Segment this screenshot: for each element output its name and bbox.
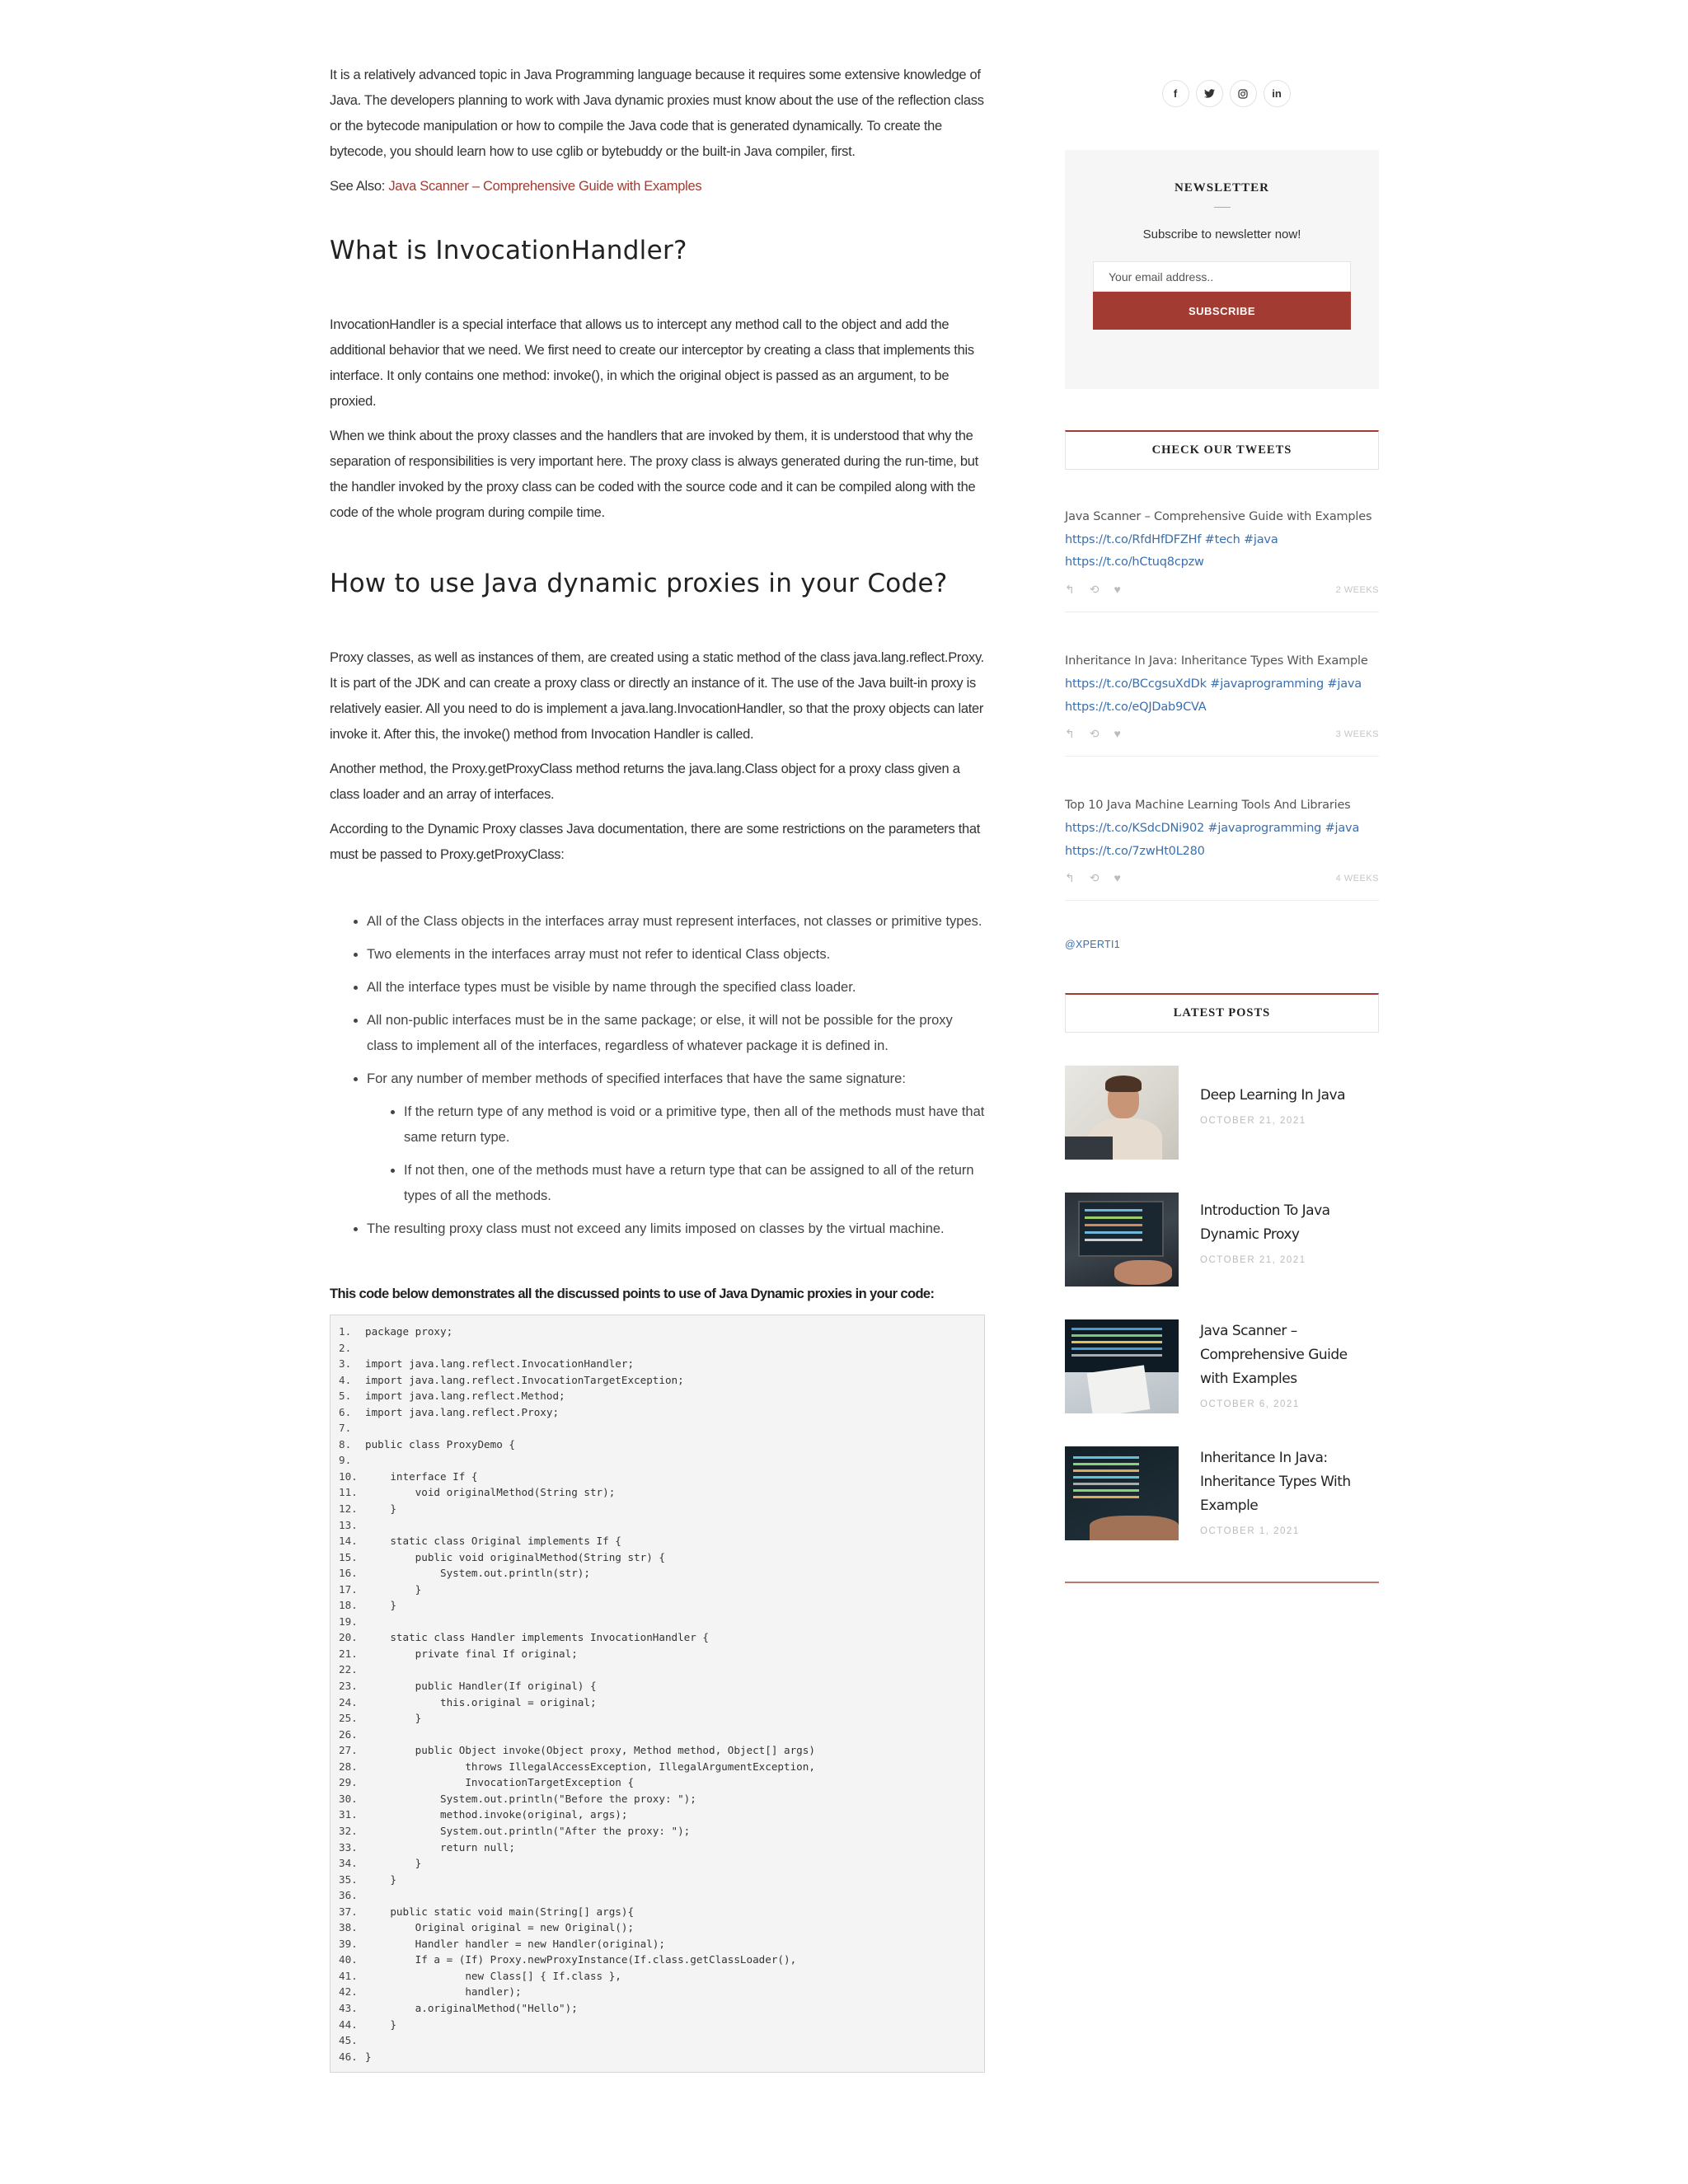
twitter-handle-link[interactable]: @XPERTI1	[1065, 939, 1120, 951]
tweet-text	[1065, 506, 1379, 574]
paragraph: InvocationHandler is a special interface that allows us to intercept any method call to the object and add the additional behavior that we need. We first need to create our interceptor by creating a class that implements this interface. It only contains one method: invoke(), in which the original object is passed as an argument, to be proxied.	[330, 317, 974, 409]
line-number: 40.	[339, 1953, 358, 1966]
tweet-links[interactable]: https://t.co/BCcgsuXdDk #javaprogramming #java https://t.co/eQJDab9CVA	[1065, 677, 1362, 714]
line-number: 37.	[339, 1905, 358, 1918]
list-item: • All non-public interfaces must be in the same package; or else, it will not be possible for the proxy class to implement all of the interfaces, regardless of whatever package it is defined in.	[367, 1008, 987, 1059]
post-title[interactable]: Java Scanner – Comprehensive Guide with Examples	[1200, 1323, 1348, 1388]
tweet-text	[1065, 794, 1379, 863]
list-item: • Two elements in the interfaces array must not refer to identical Class objects.	[367, 942, 987, 968]
code-text: }	[365, 2018, 396, 2031]
heading-invocation-handler: What is InvocationHandler?	[330, 236, 687, 265]
code-line	[339, 1582, 984, 1598]
latest-post-item[interactable]	[1065, 1193, 1379, 1286]
code-text: }	[365, 2050, 372, 2063]
post-thumbnail[interactable]	[1065, 1193, 1179, 1286]
code-text: method.invoke(original, args);	[365, 1808, 628, 1821]
line-number: 15.	[339, 1550, 358, 1563]
code-text: Original original = new Original();	[365, 1921, 635, 1934]
code-line	[339, 1565, 984, 1582]
line-number: 8.	[339, 1437, 352, 1451]
line-number: 1.	[339, 1325, 352, 1338]
code-text: static class Handler implements InvocationHandler {	[365, 1631, 710, 1644]
code-line	[339, 1759, 984, 1775]
line-number: 17.	[339, 1582, 358, 1596]
code-line	[339, 1501, 984, 1517]
tweet-body: Java Scanner – Comprehensive Guide with Examples	[1065, 510, 1372, 523]
intro-paragraph: It is a relatively advanced topic in Java Programming language because it requires some extensive knowledge of Java. The developers planning to work with Java dynamic proxies must know about the use of the reflection class or the bytecode manipulation or how to compile the Java code that is generated dynamically. To create the bytecode, you should learn how to use cglib or bytebuddy or the built-in Java compiler, first.	[330, 68, 984, 159]
retweet-icon[interactable]: ⟲	[1089, 727, 1100, 741]
line-number: 18.	[339, 1599, 358, 1612]
line-number: 22.	[339, 1663, 358, 1676]
code-line	[339, 2000, 984, 2017]
latest-post-item[interactable]	[1065, 1319, 1379, 1413]
code-text: interface If {	[365, 1469, 478, 1483]
see-also	[330, 174, 987, 199]
post-info	[1200, 1193, 1357, 1286]
code-text: }	[365, 1502, 396, 1516]
twitter-icon[interactable]	[1196, 80, 1223, 107]
line-number: 43.	[339, 2001, 358, 2014]
line-number: 19.	[339, 1615, 358, 1628]
code-text: }	[365, 1582, 422, 1596]
code-text: System.out.println(str);	[365, 1567, 590, 1580]
code-text: System.out.println("After the proxy: ");	[365, 1824, 691, 1837]
code-text: public Handler(If original) {	[365, 1680, 597, 1693]
code-line	[339, 1984, 984, 2000]
code-text: this.original = original;	[365, 1695, 597, 1708]
line-number: 36.	[339, 1889, 358, 1902]
code-line	[339, 1694, 984, 1711]
code-text: handler);	[365, 1985, 522, 1999]
post-thumbnail[interactable]	[1065, 1446, 1179, 1540]
heart-icon[interactable]: ♥	[1114, 583, 1121, 597]
code-line	[339, 1904, 984, 1920]
line-number: 2.	[339, 1341, 352, 1354]
reply-icon[interactable]: ↰	[1065, 583, 1075, 597]
sub-list-item: • If not then, one of the methods must have a return type that can be assigned to all of the return types of all the methods.	[404, 1158, 987, 1209]
code-line	[339, 1807, 984, 1823]
code-line	[339, 1324, 984, 1340]
sub-list	[367, 1099, 987, 1209]
code-text: }	[365, 1712, 422, 1725]
retweet-icon[interactable]: ⟲	[1089, 583, 1100, 597]
code-text: package proxy;	[365, 1325, 453, 1338]
line-number: 35.	[339, 1872, 358, 1886]
code-line	[339, 1436, 984, 1453]
reply-icon[interactable]: ↰	[1065, 727, 1075, 741]
sidebar-divider	[1065, 1582, 1379, 1583]
code-line	[339, 2017, 984, 2033]
code-line	[339, 1549, 984, 1566]
code-text: new Class[] { If.class },	[365, 1969, 621, 1982]
line-number: 26.	[339, 1727, 358, 1741]
divider	[1214, 207, 1231, 208]
post-title[interactable]: Introduction To Java Dynamic Proxy	[1200, 1202, 1330, 1244]
line-number: 24.	[339, 1695, 358, 1708]
sub-list-item: • If the return type of any method is void or a primitive type, then all of the methods must have that same return type.	[404, 1099, 987, 1151]
list-item: • All the interface types must be visible by name through the specified class loader.	[367, 975, 987, 1001]
list-item: • The resulting proxy class must not exceed any limits imposed on classes by the virtual machine.	[367, 1216, 987, 1242]
post-title[interactable]: Deep Learning In Java	[1200, 1087, 1346, 1104]
code-text: private final If original;	[365, 1647, 578, 1660]
see-also-link[interactable]: Java Scanner – Comprehensive Guide with Examples	[388, 179, 702, 194]
tweet-date: 2 WEEKS	[1335, 584, 1379, 595]
post-info	[1200, 1066, 1345, 1160]
code-line	[339, 1388, 984, 1404]
post-date: OCTOBER 6, 2021	[1200, 1399, 1300, 1410]
newsletter-title: NEWSLETTER	[1174, 181, 1270, 194]
code-line	[339, 1517, 984, 1534]
line-number: 5.	[339, 1390, 352, 1403]
code-text: import java.lang.reflect.InvocationHandler;	[365, 1357, 635, 1371]
tweets-widget-title: CHECK OUR TWEETS	[1065, 430, 1379, 470]
tweet-meta	[1065, 727, 1379, 741]
code-line	[339, 1533, 984, 1549]
post-title[interactable]: Inheritance In Java: Inheritance Types With Example	[1200, 1450, 1351, 1515]
latest-posts-title: LATEST POSTS	[1065, 993, 1379, 1033]
line-number: 20.	[339, 1631, 358, 1644]
reply-icon[interactable]: ↰	[1065, 871, 1075, 885]
code-line	[339, 1952, 984, 1968]
post-info	[1200, 1446, 1369, 1540]
line-number: 34.	[339, 1857, 358, 1870]
paragraph: Another method, the Proxy.getProxyClass method returns the java.lang.Class object for a proxy class given a class loader and an array of interfaces.	[330, 762, 960, 802]
code-line	[339, 1614, 984, 1630]
code-text: import java.lang.reflect.Method;	[365, 1390, 565, 1403]
code-text: public Object invoke(Object proxy, Method method, Object[] args)	[365, 1744, 815, 1757]
tweet-item	[1065, 794, 1379, 901]
heart-icon[interactable]: ♥	[1114, 871, 1121, 885]
line-number: 30.	[339, 1792, 358, 1805]
line-number: 42.	[339, 1985, 358, 1999]
code-text: return null;	[365, 1840, 515, 1854]
code-text: public class ProxyDemo {	[365, 1437, 515, 1451]
tweet-body: Inheritance In Java: Inheritance Types With Example	[1065, 654, 1368, 668]
code-line	[339, 1404, 984, 1421]
subscribe-button[interactable]: SUBSCRIBE	[1093, 292, 1351, 330]
code-text: InvocationTargetException {	[365, 1776, 635, 1789]
code-text: public static void main(String[] args){	[365, 1905, 635, 1918]
article-content	[330, 63, 987, 2073]
line-number: 4.	[339, 1373, 352, 1386]
line-number: 9.	[339, 1454, 352, 1467]
line-number: 27.	[339, 1744, 358, 1757]
code-line	[339, 1469, 984, 1485]
line-number: 39.	[339, 1937, 358, 1950]
instagram-camera-shape	[1238, 89, 1248, 99]
line-number: 6.	[339, 1405, 352, 1418]
code-line	[339, 2032, 984, 2049]
paragraph: According to the Dynamic Proxy classes Java documentation, there are some restrictions on the parameters that must be passed to Proxy.getProxyClass:	[330, 822, 981, 862]
list-item	[367, 1066, 987, 1209]
code-line	[339, 1887, 984, 1904]
code-text: static class Original implements If {	[365, 1535, 621, 1548]
code-line	[339, 1678, 984, 1694]
email-input[interactable]: Your email address..	[1093, 261, 1351, 292]
line-number: 29.	[339, 1776, 358, 1789]
post-date: OCTOBER 1, 2021	[1200, 1526, 1300, 1537]
code-line	[339, 1840, 984, 1856]
code-line	[339, 1420, 984, 1436]
line-number: 11.	[339, 1486, 358, 1499]
code-line	[339, 1742, 984, 1759]
line-number: 13.	[339, 1518, 358, 1531]
newsletter-subtitle: Subscribe to newsletter now!	[1142, 227, 1301, 241]
newsletter-widget	[1065, 150, 1379, 389]
code-line	[339, 1710, 984, 1727]
code-text: a.originalMethod("Hello");	[365, 2001, 578, 2014]
social-links	[1073, 80, 1379, 107]
code-line	[339, 1968, 984, 1985]
paragraph: When we think about the proxy classes and the handlers that are invoked by them, it is understood that why the separation of responsibilities is very important here. The proxy class is always generated during the run-time, but the handler invoked by the proxy class can be coded with the source code and it can be compiled along with the code of the whole program during compile time.	[330, 429, 978, 520]
code-line	[339, 1484, 984, 1501]
line-number: 41.	[339, 1969, 358, 1982]
code-line	[339, 1774, 984, 1791]
code-text: If a = (If) Proxy.newProxyInstance(If.class.getClassLoader(),	[365, 1953, 797, 1966]
code-line	[339, 1823, 984, 1840]
line-number: 45.	[339, 2034, 358, 2047]
code-line	[339, 1872, 984, 1888]
post-thumbnail[interactable]	[1065, 1319, 1179, 1413]
code-line	[339, 1356, 984, 1372]
instagram-icon[interactable]	[1230, 80, 1257, 107]
code-line	[339, 1372, 984, 1389]
code-line	[339, 1646, 984, 1662]
line-number: 3.	[339, 1357, 352, 1371]
code-text: Handler handler = new Handler(original);	[365, 1937, 665, 1950]
tweet-links[interactable]: https://t.co/RfdHfDFZHf #tech #java https://t.co/hCtuq8cpzw	[1065, 532, 1278, 569]
tweet-body: Top 10 Java Machine Learning Tools And Libraries	[1065, 799, 1351, 813]
tweet-links[interactable]: https://t.co/KSdcDNi902 #javaprogramming #java https://t.co/7zwHt0L280	[1065, 821, 1360, 858]
tweet-actions	[1065, 583, 1121, 597]
tweet-item	[1065, 650, 1379, 757]
facebook-icon[interactable]: f	[1162, 80, 1189, 107]
code-block[interactable]	[330, 1315, 985, 2073]
line-number: 7.	[339, 1422, 352, 1435]
post-date: OCTOBER 21, 2021	[1200, 1116, 1306, 1127]
sidebar	[1065, 80, 1379, 1583]
code-line	[339, 1661, 984, 1678]
code-text: }	[365, 1872, 396, 1886]
tweet-meta	[1065, 871, 1379, 885]
tweet-actions	[1065, 727, 1121, 741]
code-line	[339, 1340, 984, 1357]
tweet-date: 3 WEEKS	[1335, 729, 1379, 739]
tweet-date: 4 WEEKS	[1335, 873, 1379, 883]
code-text: System.out.println("Before the proxy: ");	[365, 1792, 696, 1805]
list-item-text: For any number of member methods of specified interfaces that have the same signature:	[367, 1071, 906, 1086]
line-number: 21.	[339, 1647, 358, 1660]
code-line	[339, 1452, 984, 1469]
code-text: import java.lang.reflect.InvocationTargetException;	[365, 1373, 684, 1386]
line-number: 23.	[339, 1680, 358, 1693]
code-line	[339, 1727, 984, 1743]
line-number: 12.	[339, 1502, 358, 1516]
line-number: 16.	[339, 1567, 358, 1580]
code-text: public void originalMethod(String str) {	[365, 1550, 665, 1563]
code-text: import java.lang.reflect.Proxy;	[365, 1405, 560, 1418]
linkedin-icon[interactable]: in	[1264, 80, 1291, 107]
heading-how-to-use: How to use Java dynamic proxies in your Code?	[330, 569, 948, 598]
post-thumbnail[interactable]	[1065, 1066, 1179, 1160]
line-number: 14.	[339, 1535, 358, 1548]
retweet-icon[interactable]: ⟲	[1089, 871, 1100, 885]
code-text: }	[365, 1599, 396, 1612]
code-text: void originalMethod(String str);	[365, 1486, 616, 1499]
tweet-item	[1065, 506, 1379, 612]
code-line	[339, 2049, 984, 2065]
code-text: }	[365, 1857, 422, 1870]
latest-post-item[interactable]	[1065, 1066, 1379, 1160]
code-line	[339, 1936, 984, 1952]
code-text: throws IllegalAccessException, IllegalArgumentException,	[365, 1760, 815, 1773]
paragraph: Proxy classes, as well as instances of them, are created using a static method of the class java.lang.reflect.Proxy. It is part of the JDK and can create a proxy class or directly an instance of it. The use of the Java built-in proxy is relatively easier. All you need to do is implement a java.lang.InvocationHandler, so that the proxy objects can later invoke it. After this, the invoke() method from Invocation Handler is called.	[330, 650, 984, 742]
line-number: 38.	[339, 1921, 358, 1934]
latest-post-item[interactable]	[1065, 1446, 1379, 1540]
line-number: 28.	[339, 1760, 358, 1773]
list-item: • All of the Class objects in the interfaces array must represent interfaces, not classes or primitive types.	[367, 909, 987, 935]
line-number: 31.	[339, 1808, 358, 1821]
line-number: 25.	[339, 1712, 358, 1725]
tweet-text	[1065, 650, 1379, 719]
code-line	[339, 1855, 984, 1872]
restrictions-list	[330, 909, 987, 1242]
code-line	[339, 1597, 984, 1614]
see-also-label: See Also:	[330, 179, 386, 194]
heart-icon[interactable]: ♥	[1114, 727, 1121, 741]
line-number: 32.	[339, 1824, 358, 1837]
post-date: OCTOBER 21, 2021	[1200, 1255, 1306, 1266]
post-info	[1200, 1319, 1365, 1413]
line-number: 10.	[339, 1469, 358, 1483]
code-intro: This code below demonstrates all the discussed points to use of Java Dynamic proxies in your code:	[330, 1286, 935, 1301]
line-number: 46.	[339, 2050, 358, 2063]
code-line	[339, 1919, 984, 1936]
code-line	[339, 1791, 984, 1807]
line-number: 33.	[339, 1840, 358, 1854]
code-line	[339, 1629, 984, 1646]
tweet-actions	[1065, 871, 1121, 885]
twitter-bird-shape	[1204, 89, 1215, 98]
line-number: 44.	[339, 2018, 358, 2031]
tweet-meta	[1065, 583, 1379, 597]
